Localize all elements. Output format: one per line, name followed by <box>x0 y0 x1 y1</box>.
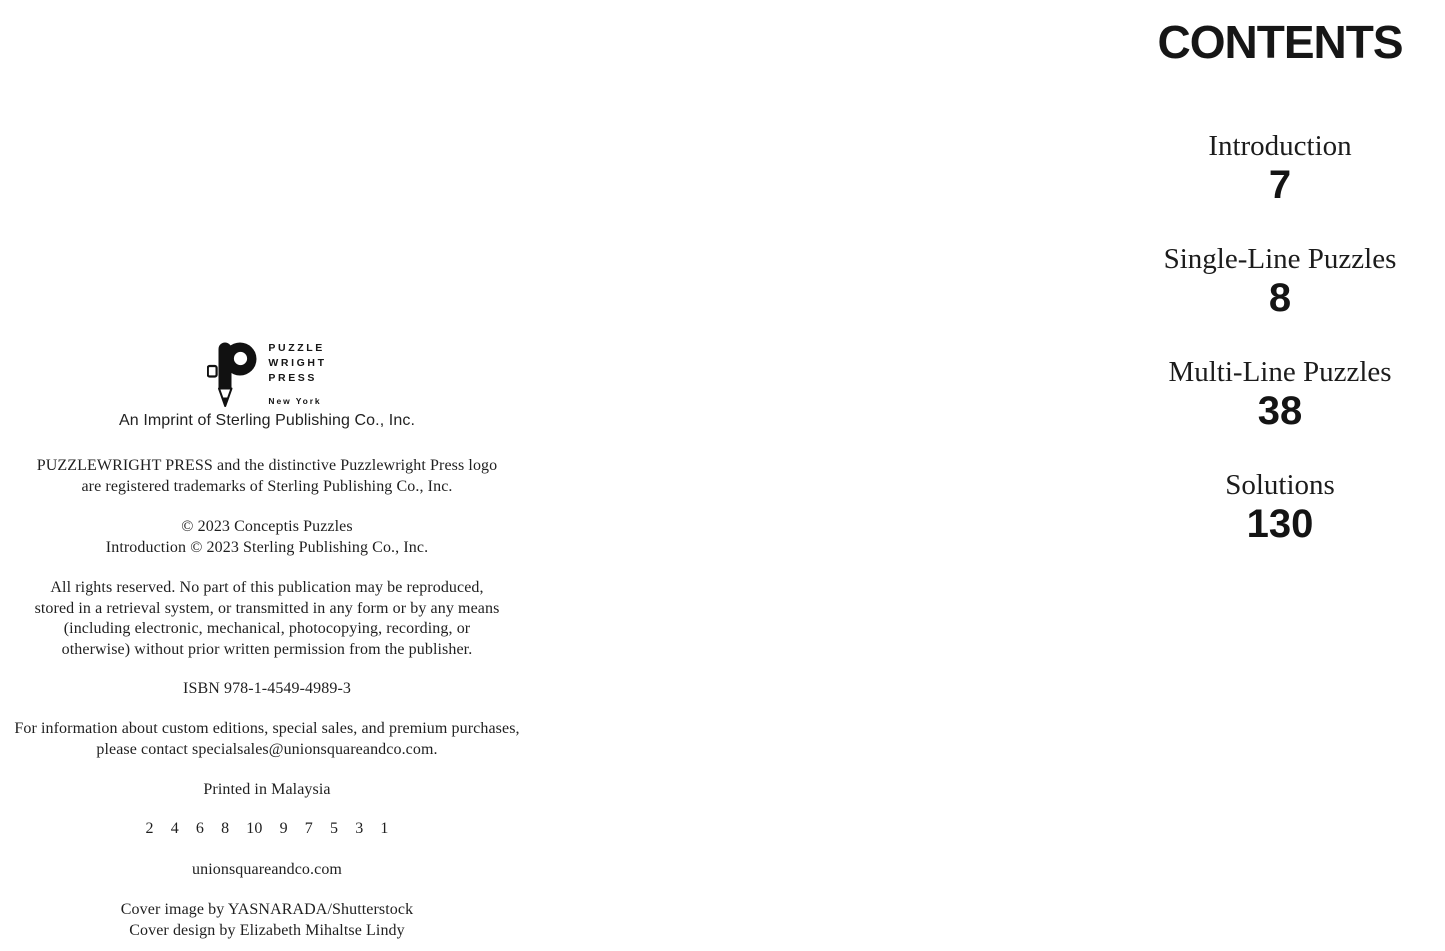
copyright-line: Introduction © 2023 Sterling Publishing Co., Inc. <box>105 538 429 556</box>
pencil-p-logo-icon <box>207 338 257 410</box>
toc-title: Multi-Line Puzzles <box>1168 356 1392 388</box>
toc-page-number: 38 <box>1257 389 1303 433</box>
toc-title: Introduction <box>1208 130 1352 162</box>
toc-page-number: 7 <box>1268 163 1292 207</box>
special-sales-line: please contact specialsales@unionsquareandco.com. <box>96 740 438 758</box>
print-run-numbers: 2 4 6 8 10 9 7 5 3 1 <box>145 820 389 837</box>
imprint-line: An Imprint of Sterling Publishing Co., Inc. <box>119 412 415 429</box>
copyright-page <box>0 0 534 951</box>
copyright-notice <box>0 517 534 558</box>
special-sales-notice <box>0 719 534 760</box>
contents-page <box>1098 0 1445 951</box>
publisher-logo <box>0 338 534 410</box>
toc-title: Solutions <box>1225 469 1335 501</box>
copyright-line: © 2023 Conceptis Puzzles <box>181 518 353 535</box>
cover-credit-line: Cover image by YASNARADA/Shutterstock <box>120 901 414 918</box>
toc-entry-single-line-puzzles <box>1098 239 1445 320</box>
publisher-website: unionsquareandco.com <box>192 861 342 878</box>
publisher-city: New York <box>268 396 322 406</box>
toc-entry-solutions <box>1098 465 1445 546</box>
rights-line: (including electronic, mechanical, photocopying, recording, or <box>63 620 471 637</box>
wordmark-line: PRESS <box>268 372 318 384</box>
rights-notice <box>0 578 534 660</box>
trademark-line: are registered trademarks of Sterling Publishing Co., Inc. <box>81 477 453 495</box>
printed-in: Printed in Malaysia <box>203 781 331 798</box>
rights-line: All rights reserved. No part of this publication may be reproduced, <box>50 579 484 596</box>
rights-line: stored in a retrieval system, or transmitted in any form or by any means <box>34 599 500 617</box>
toc-entry-introduction <box>1098 126 1445 207</box>
cover-credits <box>0 900 534 941</box>
wordmark-line: WRIGHT <box>268 357 327 369</box>
toc-entry-multi-line-puzzles <box>1098 352 1445 433</box>
trademark-line: PUZZLEWRIGHT PRESS and the distinctive Puzzlewright Press logo <box>36 457 498 474</box>
special-sales-line: For information about custom editions, special sales, and premium purchases, <box>14 720 520 737</box>
trademark-notice <box>0 456 534 497</box>
toc-page-number: 130 <box>1246 502 1314 546</box>
rights-line: otherwise) without prior written permission from the publisher. <box>61 640 473 658</box>
toc-page-number: 8 <box>1268 276 1292 320</box>
cover-credit-line: Cover design by Elizabeth Mihaltse Lindy <box>129 921 405 939</box>
wordmark-line: PUZZLE <box>268 342 325 354</box>
toc-title: Single-Line Puzzles <box>1163 243 1397 275</box>
publisher-wordmark <box>268 338 326 406</box>
contents-heading: CONTENTS <box>1157 16 1403 68</box>
isbn: ISBN 978-1-4549-4989-3 <box>183 680 351 697</box>
